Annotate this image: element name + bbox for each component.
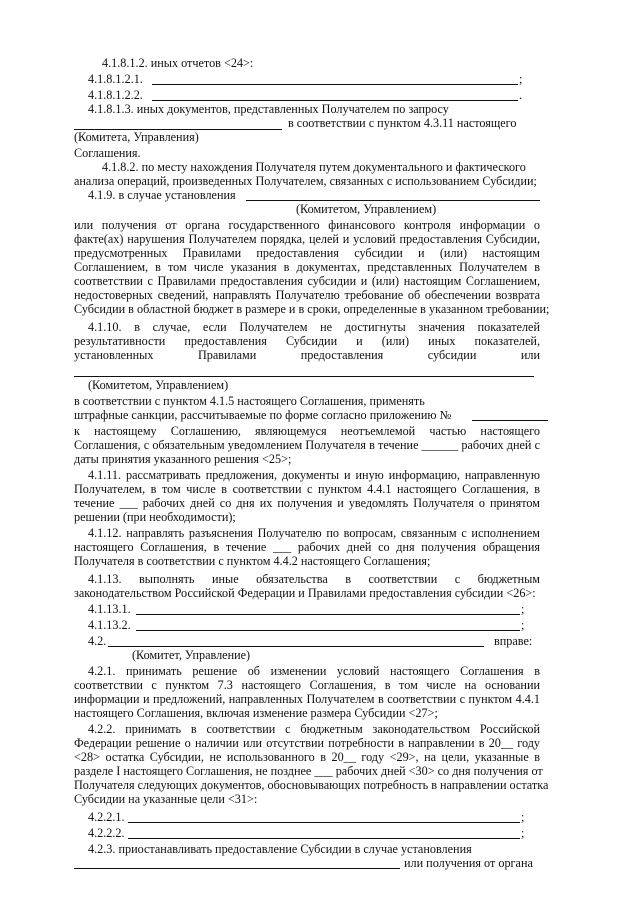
- text-line: Федерации решение о наличии или отсутствии потребности в направлении в 20__ году: [74, 736, 540, 750]
- punctuation: ;: [521, 826, 525, 840]
- blank-line: [128, 838, 520, 839]
- text-line: Получателя в соответствии с пунктом 4.4.2 настоящего Соглашения;: [74, 554, 431, 568]
- clause-4-1-8-2: 4.1.8.2. по месту нахождения Получателя путем документального и фактического: [102, 160, 526, 174]
- text-line: или получения от органа: [404, 856, 533, 870]
- text-line: анализа операций, произведенных Получателем, связанных с использованием Субсидии;: [74, 174, 537, 188]
- text-line: Соглашением, в том числе указания в документах, представленных Получателем в: [74, 260, 540, 274]
- punctuation: ;: [521, 810, 525, 824]
- text-line: вправе:: [494, 634, 533, 648]
- text-line: или получения от органа государственного финансового контроля информации о: [74, 218, 540, 232]
- text-line: законодательством Российской Федерации и Правилами предоставления субсидии <26>:: [74, 586, 536, 600]
- text-line: к настоящему Соглашению, являющемуся неотъемлемой частью настоящего: [74, 424, 540, 438]
- field-caption: (Комитетом, Управлением): [88, 378, 229, 392]
- punctuation: ;: [519, 72, 523, 86]
- blank-line: [74, 376, 534, 377]
- text-line: соответствии с Правилами предоставления субсидии и (или) настоящим Соглашением,: [74, 274, 540, 288]
- text-line: в соответствии с пунктом 4.1.5 настоящего Соглашения, применять: [74, 394, 425, 408]
- text-line: решении (при необходимости);: [74, 510, 236, 524]
- clause-4-1-9: 4.1.9. в случае установления: [88, 188, 236, 202]
- blank-line: [136, 630, 520, 631]
- blank-line: [136, 614, 520, 615]
- punctuation: ;: [521, 618, 525, 632]
- text-line: Получателя следующих документов, обосновывающих потребность в направлении остатка: [74, 778, 549, 792]
- clause-4-1-13-2-number: 4.1.13.2.: [88, 618, 131, 632]
- clause-4-1-13: 4.1.13. выполнять иные обязательства в соответствии с бюджетным: [88, 572, 540, 586]
- blank-line: [472, 420, 548, 421]
- clause-4-1-12: 4.1.12. направлять разъяснения Получателю по вопросам, связанным с исполнением: [88, 526, 540, 540]
- clause-4-1-8-1-3: 4.1.8.1.3. иных документов, представленных Получателем по запросу: [88, 102, 449, 116]
- text-line: Соглашения, с обязательным уведомлением Получателя в течение ______ рабочих дней с: [74, 438, 540, 452]
- field-caption: (Комитет, Управление): [132, 648, 251, 662]
- text-line: Соглашения.: [74, 146, 141, 160]
- text-line: в соответствии с пунктом 4.3.11 настоящего: [288, 116, 517, 130]
- punctuation: ;: [521, 602, 525, 616]
- field-caption: (Комитетом, Управлением): [296, 202, 437, 216]
- blank-line: [108, 646, 484, 647]
- text-line: установленных Правилами предоставления субсидии или: [74, 348, 540, 362]
- text-line: результативности предоставления Субсидии и (или) иных показателей,: [74, 334, 540, 348]
- text-line: факте(ах) нарушения Получателем порядка, целей и условий предоставления Субсидии,: [74, 232, 540, 246]
- clause-4-2-2: 4.2.2. принимать в соответствии с бюджетным законодательством Российской: [88, 722, 540, 736]
- clause-4-2-number: 4.2.: [88, 634, 107, 648]
- clause-4-1-8-1-2: 4.1.8.1.2. иных отчетов <24>:: [102, 56, 254, 70]
- clause-4-1-8-1-2-2-number: 4.1.8.1.2.2.: [88, 88, 143, 102]
- clause-4-2-2-1-number: 4.2.2.1.: [88, 810, 125, 824]
- text-line: штрафные санкции, рассчитываемые по форме согласно приложению №: [74, 408, 452, 422]
- field-caption: (Комитета, Управления): [74, 130, 199, 144]
- text-line: соответствии с пунктом 7.3 настоящего Соглашения, в том числе на основании: [74, 678, 540, 692]
- clause-4-2-3: 4.2.3. приостанавливать предоставление Субсидии в случае установления: [88, 842, 472, 856]
- blank-line: [128, 822, 520, 823]
- blank-line: [152, 84, 518, 85]
- blank-line: [246, 200, 540, 201]
- text-line: Субсидии в областной бюджет в размере и в сроки, определенные в указанном требовании;: [74, 302, 550, 316]
- text-line: настоящего Соглашения, включая изменение размера Субсидии <27>;: [74, 706, 438, 720]
- text-line: настоящего Соглашения, в течение ___ рабочих дней со дня получения обращения: [74, 540, 540, 554]
- text-line: разделе I настоящего Соглашения, не позднее ___ рабочих дней <30> со дня получения от: [74, 764, 543, 778]
- clause-4-2-2-2-number: 4.2.2.2.: [88, 826, 125, 840]
- text-line: Субсидии на указанные цели <31>:: [74, 792, 258, 806]
- punctuation: .: [519, 88, 523, 102]
- text-line: информации и предложений, направленных Получателем в соответствии с пунктом 4.4.1: [74, 692, 540, 706]
- blank-line: [74, 868, 400, 869]
- text-line: даты принятия указанного решения <25>;: [74, 452, 292, 466]
- clause-4-1-11: 4.1.11. рассматривать предложения, документы и иную информацию, направленную: [88, 468, 540, 482]
- text-line: Получателем, в том числе в соответствии с пунктом 4.4.1 настоящего Соглашения, в: [74, 482, 540, 496]
- clause-4-1-10: 4.1.10. в случае, если Получателем не достигнуты значения показателей: [88, 320, 540, 334]
- clause-4-2-1: 4.2.1. принимать решение об изменении условий настоящего Соглашения в: [88, 664, 540, 678]
- text-line: предусмотренных Правилами предоставления субсидии и (или) настоящим: [74, 246, 540, 260]
- text-line: течение ___ рабочих дней со дня их получения и уведомлять Получателя о принятом: [74, 496, 540, 510]
- text-line: недостоверных сведений, направлять Получателю требование об обеспечении возврата: [74, 288, 540, 302]
- clause-4-1-13-1-number: 4.1.13.1.: [88, 602, 131, 616]
- blank-line: [152, 100, 518, 101]
- text-line: <28> остатка Субсидии, не использованного в 20__ году <29>, на цели, указанные в: [74, 750, 540, 764]
- clause-4-1-8-1-2-1-number: 4.1.8.1.2.1.: [88, 72, 143, 86]
